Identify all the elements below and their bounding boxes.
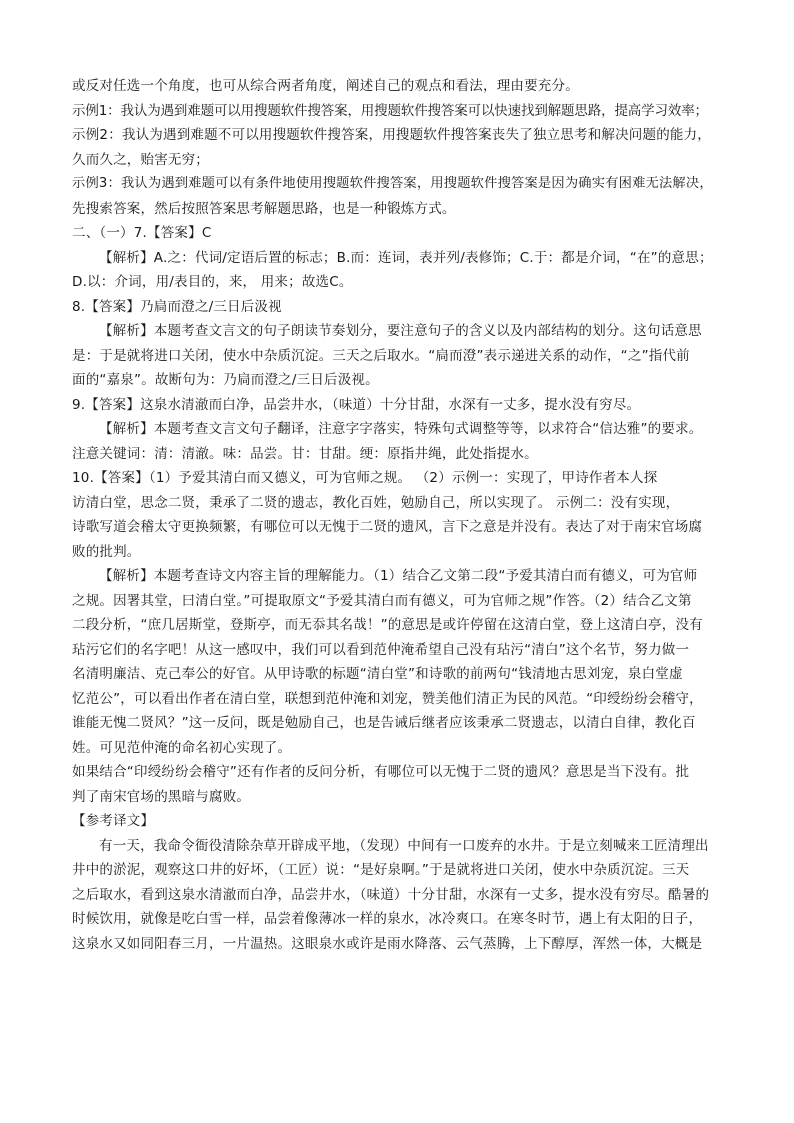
text-line: 姓。可见范仲淹的命名初心实现了。	[72, 739, 292, 756]
translation-paragraph: 有一天，我命令衙役清除杂草开辟成平地，（发现）中间有一口废弃的水井。于是立刻喊来工匠清理出	[99, 837, 709, 854]
text-line: 这泉水又如同阳春三月，一片温热。这眼泉水或许是雨水降落、云气蒸腾，上下醇厚，浑然一体，大概是	[72, 935, 703, 952]
text-line: 示例2：我认为遇到难题不可以用搜题软件搜答案，用搜题软件搜答案丧失了独立思考和解决问题的能力，	[72, 127, 711, 143]
text-line: D.以：介词，用/表目的，来， 用来；故选C。	[72, 274, 353, 290]
text-line: 之后取水，看到这泉水清澈而白净，品尝井水，（味道）十分甘甜，水深有一丈多，提水没有穷尽。酷暑的	[72, 886, 710, 903]
analysis-paragraph: 【解析】本题考查文言文句子翻译，注意字字落实，特殊句式调整等等，以求符合“信达雅”的要求。	[99, 421, 703, 437]
text-line: 名清明廉洁、克己奉公的好官。从甲诗歌的标题“清白堂”和诗歌的前两句“钱清地古思刘宠，泉白堂虚	[72, 666, 683, 682]
analysis-paragraph: 【解析】A.之：代词/定语后置的标志；B.而：连词，表并列/表修饰；C.于：都是介词，“在”的意思；	[99, 249, 713, 266]
section-heading: 二、（一）7.【答案】C	[72, 225, 212, 241]
text-line: 二段分析，“庶几居斯堂，登斯亭，而无忝其名哉！”的意思是或许停留在这清白堂，登上这清白亭，没有	[72, 617, 703, 633]
text-line: 时候饮用，就像是吃白雪一样，品尝着像薄冰一样的泉水，冰冷爽口。在寒冬时节，遇上有太阳的日子，	[72, 911, 703, 927]
text-line: 玷污它们的名字吧！从这一感叹中，我们可以看到范仲淹希望自己没有玷污“清白”这个名节，努力做一	[72, 641, 690, 658]
text-line: 访清白堂，思念二贤，秉承了二贤的遗志，教化百姓，勉励自己，所以实现了。 示例二：没有实现，	[72, 494, 680, 511]
text-line: 如果结合“印绶纷纷会稽守”还有作者的反问分析，有哪位可以无愧于二贤的遗风？意思是当下没有。批	[72, 764, 690, 780]
answer-line: 10.【答案】（1）予爱其清白而又德义，可为官师之规。 （2）示例一：实现了，甲诗作者本人探	[72, 470, 658, 486]
text-line: 是：于是就将进口关闭，使水中杂质沉淀。三天之后取水。“扃而澄”表示递进关系的动作，“之”指代前	[72, 347, 690, 364]
text-line: 诗歌写道会稽太守更换频繁，有哪位可以无愧于二贤的遗风，言下之意是并没有。表达了对于南宋官场腐	[72, 519, 703, 535]
answer-line: 9.【答案】这泉水清澈而白净，品尝井水，（味道）十分甘甜，水深有一丈多，提水没有穷尽。	[72, 396, 641, 413]
text-line: 井中的淤泥，观察这口井的好坏，（工匠）说：“是好泉啊。”于是就将进口关闭，使水中杂质沉淀。三天	[72, 862, 690, 878]
text-line: 示例1：我认为遇到难题可以用搜题软件搜答案，用搜题软件搜答案可以快速找到解题思路，提高学习效率；	[72, 102, 708, 119]
text-line: 注意关键词：清：清澈。味：品尝。甘：甘甜。绠：原指井绳，此处指提水。	[72, 445, 538, 462]
text-line: 败的批判。	[72, 543, 141, 560]
document-page	[72, 74, 722, 956]
text-line: 示例3：我认为遇到难题可以有条件地使用搜题软件搜答案，用搜题软件搜答案是因为确实有困难无法解决，	[72, 176, 713, 191]
text-line: 先搜索答案，然后按照答案思考解题思路，也是一种锻炼方式。	[72, 200, 456, 217]
analysis-paragraph: 【解析】本题考查诗文内容主旨的理解能力。（1）结合乙文第二段“予爱其清白而有德义，可为官师	[99, 568, 698, 584]
text-line: 谁能无愧二贤风？”这一反问，既是勉励自己，也是告诫后继者应该秉承二贤遗志，以清白自律，教化百	[72, 715, 696, 731]
text-line: 忆范公”，可以看出作者在清白堂，联想到范仲淹和刘宠，赞美他们清正为民的风范。“印绶纷纷会稽守，	[72, 690, 703, 707]
answer-line: 8.【答案】乃扃而澄之/三日后汲视	[72, 298, 282, 315]
text-line: 面的“嘉泉”。故断句为：乃扃而澄之/三日后汲视。	[72, 372, 379, 388]
analysis-paragraph: 【解析】本题考查文言文的句子朗读节奏划分，要注意句子的含义以及内部结构的划分。这句话意思	[99, 323, 702, 339]
text-line: 久而久之，贻害无穷；	[72, 151, 209, 168]
translation-heading: 【参考译文】	[72, 813, 155, 829]
text-line: 之规。因署其堂，曰清白堂。”可提取原文“予爱其清白而有德义，可为官师之规”作答。（2）结合乙文第	[72, 592, 692, 609]
text-line: 判了南宋官场的黑暗与腐败。	[72, 788, 251, 805]
text-line: 或反对任选一个角度，也可从综合两者角度，阐述自己的观点和看法，理由要充分。	[72, 78, 579, 94]
